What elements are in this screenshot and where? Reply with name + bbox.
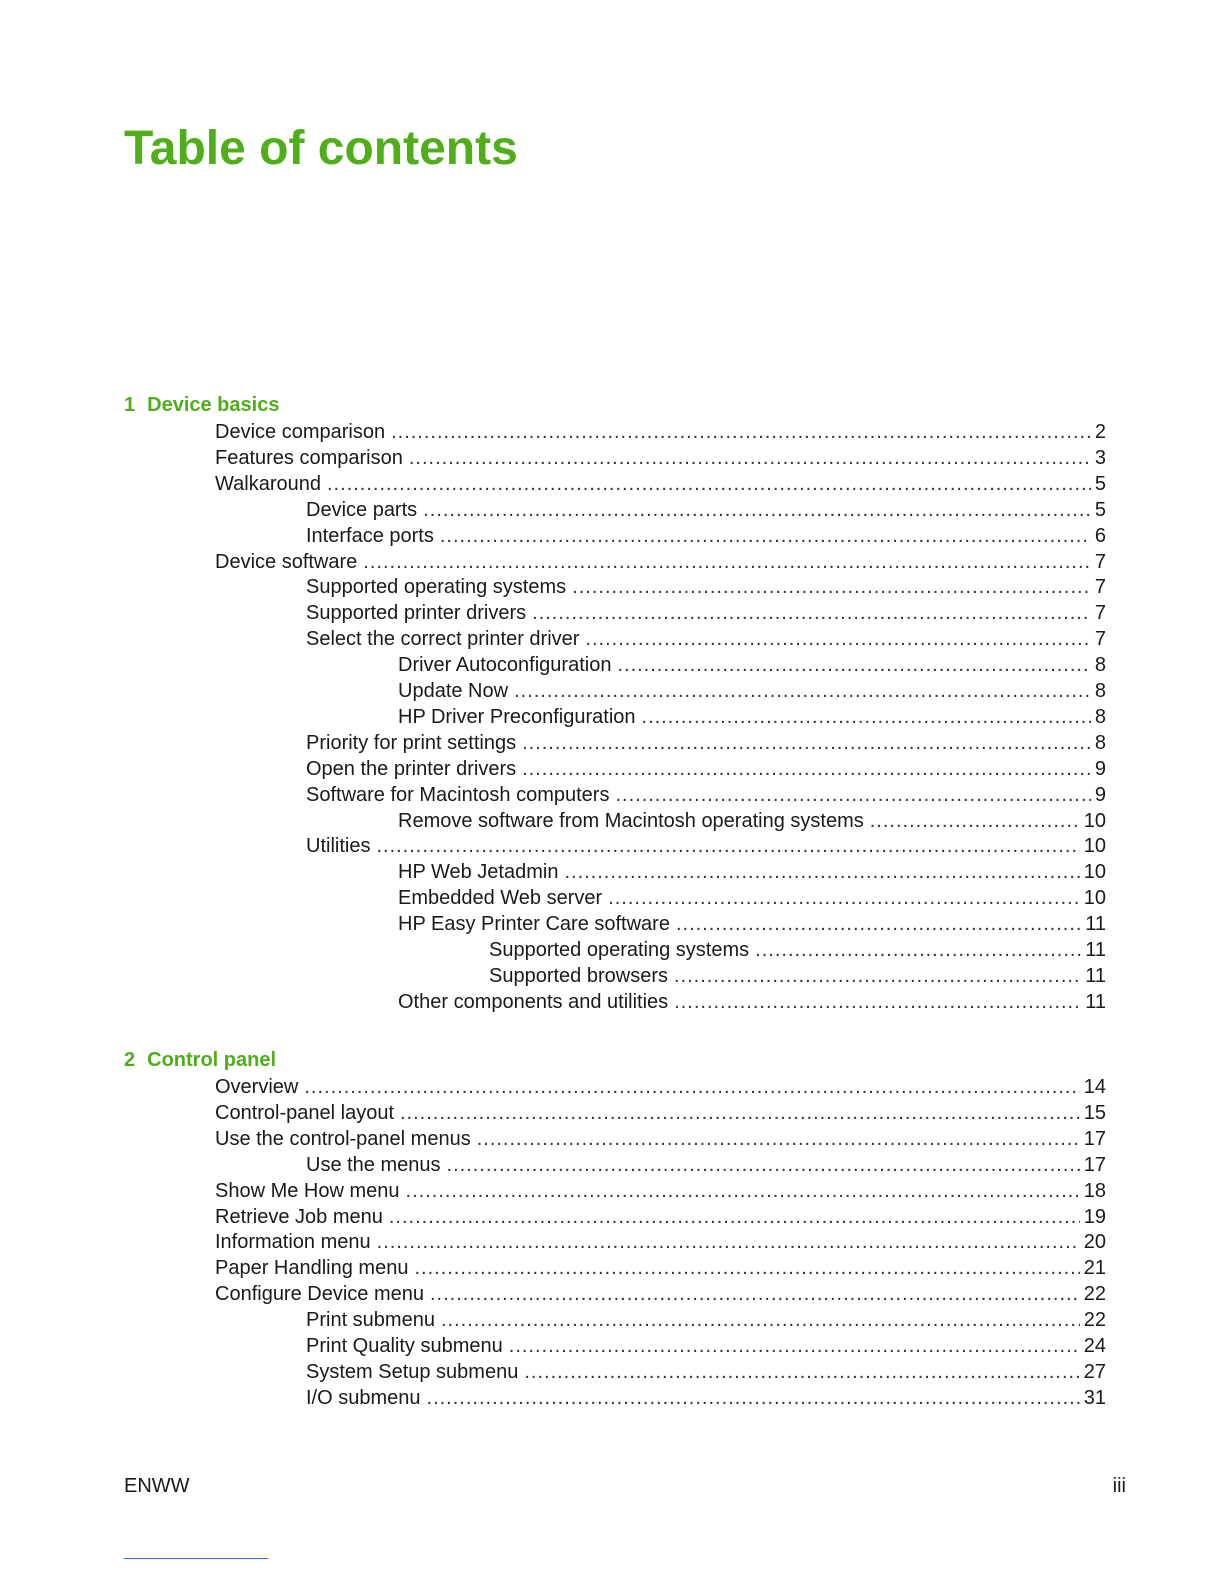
toc-entry-label: Configure Device menu xyxy=(215,1283,424,1306)
dot-leader xyxy=(389,1204,1080,1230)
chapter-title: Control panel xyxy=(147,1049,277,1071)
toc-entry-page-number: 7 xyxy=(1094,628,1106,651)
dot-leader xyxy=(617,652,1090,678)
toc-entry-label: HP Driver Preconfiguration xyxy=(398,705,636,728)
toc-entry-page-number: 5 xyxy=(1094,498,1106,521)
chapter-number: 1 xyxy=(124,394,136,416)
dot-leader xyxy=(572,574,1091,600)
toc-entry-label: HP Easy Printer Care software xyxy=(398,913,670,936)
toc-entry-label: Software for Macintosh computers xyxy=(306,783,610,806)
toc-entry-page-number: 21 xyxy=(1083,1257,1106,1280)
toc-entry-page-number: 10 xyxy=(1083,887,1106,910)
toc-entry[interactable] xyxy=(306,1307,1106,1333)
toc-entry-label: Paper Handling menu xyxy=(215,1257,409,1280)
dot-leader xyxy=(870,808,1080,834)
toc-entry[interactable] xyxy=(398,808,1106,834)
dot-leader xyxy=(564,859,1079,885)
dot-leader xyxy=(447,1152,1080,1178)
toc-entry-page-number: 8 xyxy=(1094,680,1106,702)
dot-leader xyxy=(400,1100,1080,1126)
dot-leader xyxy=(674,963,1081,989)
dot-leader xyxy=(423,497,1091,523)
toc-entry[interactable] xyxy=(398,989,1106,1015)
dot-leader xyxy=(522,756,1091,782)
dot-leader xyxy=(514,678,1091,704)
dot-leader xyxy=(441,1307,1080,1333)
dot-leader xyxy=(414,1255,1079,1281)
dot-leader xyxy=(676,911,1081,937)
toc-entry[interactable] xyxy=(306,523,1106,549)
toc-entry[interactable] xyxy=(306,1385,1106,1411)
toc-entry-label: Select the correct printer driver xyxy=(306,628,580,651)
dot-leader xyxy=(406,1178,1080,1204)
toc-entry[interactable] xyxy=(215,1100,1106,1126)
toc-entry-page-number: 20 xyxy=(1083,1231,1106,1254)
dot-leader xyxy=(615,782,1090,808)
dot-leader xyxy=(524,1359,1079,1385)
toc-entry[interactable] xyxy=(306,626,1106,652)
toc-entry-page-number: 9 xyxy=(1094,757,1106,780)
toc-entry-label: Control-panel layout xyxy=(215,1101,394,1124)
toc-entry-page-number: 11 xyxy=(1085,939,1106,961)
toc-entry-page-number: 7 xyxy=(1094,550,1106,573)
dot-leader xyxy=(608,885,1080,911)
toc-entry[interactable] xyxy=(306,600,1106,626)
footer-rule xyxy=(124,1558,268,1559)
toc-entry-page-number: 8 xyxy=(1094,654,1106,677)
toc-entry-page-number: 15 xyxy=(1083,1101,1106,1124)
toc-entry-label: Print Quality submenu xyxy=(306,1335,503,1357)
toc-entry-label: Other components and utilities xyxy=(398,990,669,1013)
toc-entry-page-number: 24 xyxy=(1083,1335,1106,1357)
toc-entry-label: Interface ports xyxy=(306,524,434,547)
page-title: Table of contents xyxy=(124,122,518,175)
toc-entry-label: Driver Autoconfiguration xyxy=(398,654,612,677)
dot-leader xyxy=(304,1074,1079,1100)
toc-entry-page-number: 17 xyxy=(1083,1153,1106,1176)
toc-entry-page-number: 3 xyxy=(1094,446,1106,469)
toc-entry-page-number: 22 xyxy=(1083,1283,1106,1306)
toc-entry[interactable] xyxy=(215,445,1106,471)
toc-entry[interactable] xyxy=(306,1359,1106,1385)
toc-entry[interactable] xyxy=(306,574,1106,600)
toc-entry[interactable] xyxy=(398,885,1106,911)
dot-leader xyxy=(377,1229,1080,1255)
toc-entry-page-number: 22 xyxy=(1083,1309,1106,1332)
dot-leader xyxy=(363,549,1091,575)
toc-entry-label: Device software xyxy=(215,550,358,573)
toc-entry[interactable] xyxy=(398,859,1106,885)
toc-entry-page-number: 27 xyxy=(1083,1360,1106,1383)
toc-entry-page-number: 8 xyxy=(1094,705,1106,728)
toc-entry-page-number: 8 xyxy=(1094,731,1106,754)
toc-entry-page-number: 11 xyxy=(1085,913,1106,936)
footer-page-number: iii xyxy=(1112,1475,1126,1497)
toc-entry-label: Device parts xyxy=(306,498,418,521)
toc-entry[interactable] xyxy=(489,963,1106,989)
chapter-heading[interactable] xyxy=(124,392,279,418)
toc-entry-page-number: 11 xyxy=(1085,990,1106,1013)
toc-entry-label: Supported operating systems xyxy=(306,576,567,599)
dot-leader xyxy=(755,937,1081,963)
toc-entry-label: Supported browsers xyxy=(489,964,668,987)
toc-entry-label: Remove software from Macintosh operating systems xyxy=(398,809,864,832)
toc-entry-label: Use the menus xyxy=(306,1153,441,1176)
toc-entry-page-number: 31 xyxy=(1083,1386,1106,1409)
toc-entry-page-number: 19 xyxy=(1083,1205,1106,1228)
toc-entry-label: System Setup submenu xyxy=(306,1360,519,1383)
toc-entry[interactable] xyxy=(306,782,1106,808)
dot-leader xyxy=(477,1126,1080,1152)
dot-leader xyxy=(327,471,1091,497)
dot-leader xyxy=(585,626,1090,652)
toc-entry[interactable] xyxy=(215,549,1106,575)
dot-leader xyxy=(642,704,1091,730)
toc-entry-label: Supported printer drivers xyxy=(306,602,527,625)
toc-entry-label: Open the printer drivers xyxy=(306,757,517,780)
toc-entry[interactable] xyxy=(215,1281,1106,1307)
toc-entry-label: Retrieve Job menu xyxy=(215,1205,383,1228)
toc-entry-page-number: 14 xyxy=(1083,1076,1106,1098)
dot-leader xyxy=(440,523,1091,549)
toc-entry-label: Show Me How menu xyxy=(215,1179,400,1202)
dot-leader xyxy=(430,1281,1080,1307)
toc-entry-label: Walkaround xyxy=(215,472,321,495)
toc-entry-label: Features comparison xyxy=(215,446,403,469)
toc-entry-label: Use the control-panel menus xyxy=(215,1127,471,1150)
toc-entry-label: Device comparison xyxy=(215,421,386,443)
toc-entry[interactable] xyxy=(215,1074,1106,1100)
footer-left-label: ENWW xyxy=(124,1475,190,1497)
toc-entry-label: HP Web Jetadmin xyxy=(398,861,559,884)
dot-leader xyxy=(532,600,1091,626)
toc-entry[interactable] xyxy=(306,497,1106,523)
dot-leader xyxy=(509,1333,1080,1359)
chapter-number: 2 xyxy=(124,1049,136,1071)
toc-entry-label: Priority for print settings xyxy=(306,731,517,754)
dot-leader xyxy=(391,419,1091,445)
toc-entry-page-number: 6 xyxy=(1094,524,1106,547)
toc-entry-page-number: 10 xyxy=(1083,809,1106,832)
toc-entry[interactable] xyxy=(306,1333,1106,1359)
toc-entry[interactable] xyxy=(215,1255,1106,1281)
toc-entry-label: Utilities xyxy=(306,835,371,858)
toc-entry-page-number: 17 xyxy=(1083,1127,1106,1150)
toc-entry[interactable] xyxy=(215,471,1106,497)
toc-entry-page-number: 2 xyxy=(1094,421,1106,443)
toc-entry-label: Supported operating systems xyxy=(489,939,750,961)
chapter-heading[interactable] xyxy=(124,1047,276,1073)
chapter-title: Device basics xyxy=(147,394,280,416)
toc-entry-page-number: 7 xyxy=(1094,576,1106,599)
toc-entry-page-number: 18 xyxy=(1083,1179,1106,1202)
toc-entry[interactable] xyxy=(398,911,1106,937)
toc-entry-page-number: 11 xyxy=(1085,964,1106,987)
toc-entry-page-number: 7 xyxy=(1094,602,1106,625)
dot-leader xyxy=(427,1385,1080,1411)
toc-entry-label: Information menu xyxy=(215,1231,371,1254)
toc-entry[interactable] xyxy=(398,704,1106,730)
toc-entry-label: Update Now xyxy=(398,680,509,702)
toc-entry[interactable] xyxy=(306,756,1106,782)
toc-entry[interactable] xyxy=(489,937,1106,963)
toc-entry-page-number: 9 xyxy=(1094,783,1106,806)
dot-leader xyxy=(674,989,1081,1015)
dot-leader xyxy=(409,445,1091,471)
toc-entry-label: Embedded Web server xyxy=(398,887,603,910)
toc-entry-page-number: 5 xyxy=(1094,472,1106,495)
toc-entry-label: Print submenu xyxy=(306,1309,435,1332)
toc-entry-label: Overview xyxy=(215,1076,299,1098)
dot-leader xyxy=(376,833,1079,859)
toc-entry[interactable] xyxy=(398,652,1106,678)
toc-entry[interactable] xyxy=(306,833,1106,859)
dot-leader xyxy=(522,730,1091,756)
toc-entry[interactable] xyxy=(215,1126,1106,1152)
toc-entry[interactable] xyxy=(215,1178,1106,1204)
toc-entry-page-number: 10 xyxy=(1083,835,1106,858)
toc-entry[interactable] xyxy=(398,678,1106,704)
toc-entry[interactable] xyxy=(306,1152,1106,1178)
toc-entry-label: I/O submenu xyxy=(306,1386,421,1409)
toc-entry[interactable] xyxy=(215,1204,1106,1230)
toc-entry[interactable] xyxy=(306,730,1106,756)
toc-entry[interactable] xyxy=(215,419,1106,445)
toc-entry-page-number: 10 xyxy=(1083,861,1106,884)
toc-entry[interactable] xyxy=(215,1229,1106,1255)
